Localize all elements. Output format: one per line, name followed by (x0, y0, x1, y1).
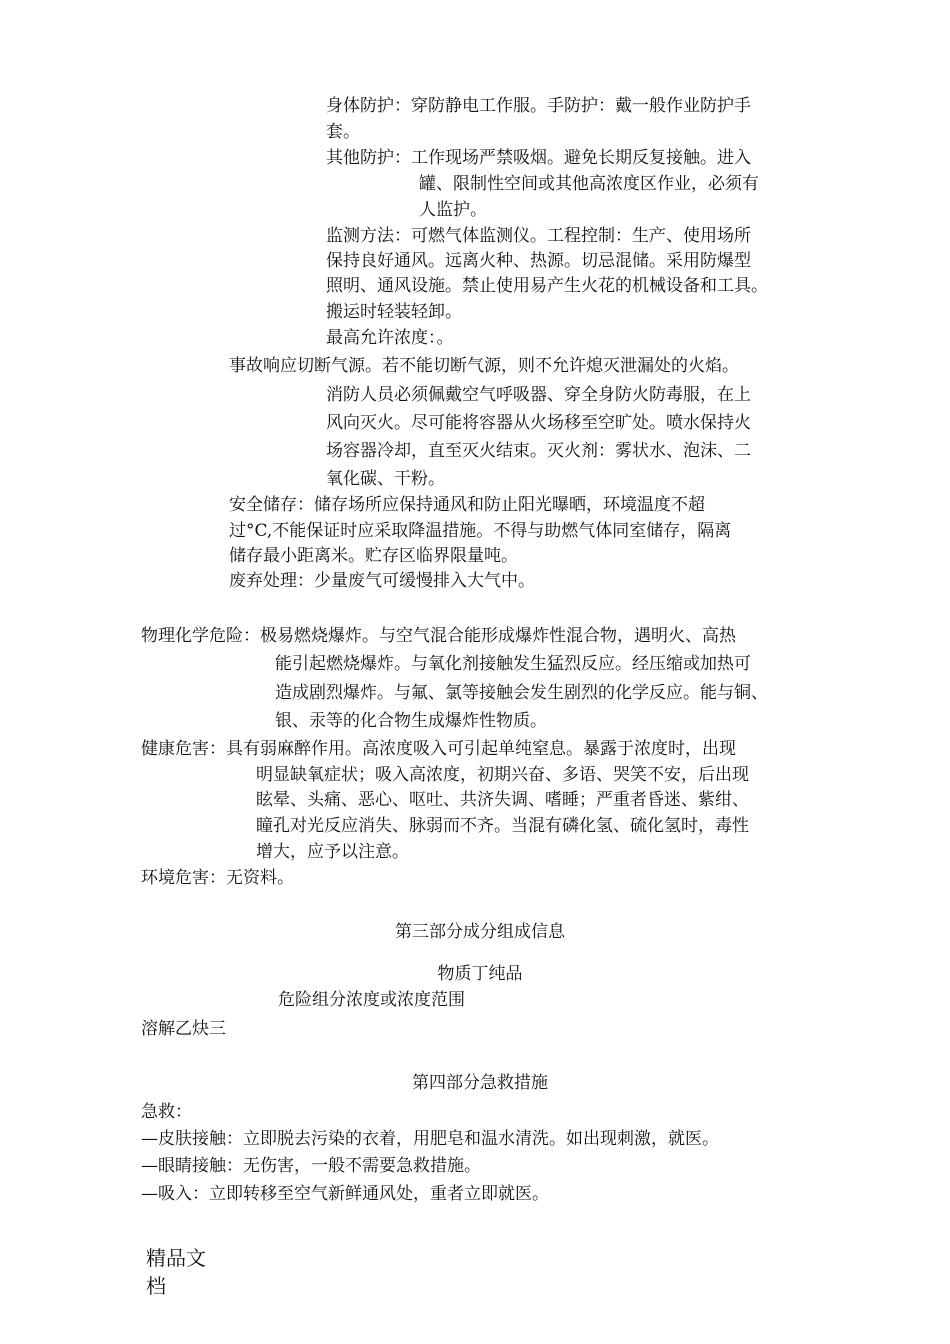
footer-line: 精品文 (146, 1246, 206, 1270)
physical-hazard-line: 银、汞等的化合物生成爆炸性物质。 (275, 711, 547, 731)
body-protection-line: 套。 (326, 122, 360, 142)
health-hazard-line: 眩晕、头痛、恶心、呕吐、共济失调、嗜睡；严重者昏迷、紫绀、 (256, 790, 749, 810)
monitoring-line: 监测方法：可燃气体监测仪。工程控制：生产、使用场所 (326, 226, 751, 246)
health-hazard-line: 健康危害：具有弱麻醉作用。高浓度吸入可引起单纯窒息。暴露于浓度时，出现 (141, 739, 736, 759)
other-protection-line: 罐、限制性空间或其他高浓度区作业，必须有 (419, 174, 759, 194)
physical-hazard-line: 物理化学危险：极易燃烧爆炸。与空气混合能形成爆炸性混合物，遇明火、高热 (141, 626, 736, 646)
monitoring-line: 搬运时轻装轻卸。 (326, 302, 462, 322)
accident-response-line: 消防人员必须佩戴空气呼吸器、穿全身防火防毒服，在上 (326, 385, 751, 405)
part3-title: 第三部分成分组成信息 (395, 922, 565, 942)
physical-hazard-line: 造成剧烈爆炸。与氟、氯等接触会发生剧烈的化学反应。能与铜、 (275, 683, 768, 703)
storage-line: 过°C,不能保证时应采取降温措施。不得与助燃气体同室储存，隔离 (229, 521, 732, 541)
part4-title: 第四部分急救措施 (412, 1073, 548, 1093)
body-protection-line: 身体防护：穿防静电工作服。手防护：戴一般作业防护手 (326, 96, 751, 116)
part3-table-header: 危险组分浓度或浓度范围 (278, 990, 465, 1010)
other-protection-line: 其他防护：工作现场严禁吸烟。避免长期反复接触。进入 (326, 148, 751, 168)
first-aid-item: —眼睛接触：无伤害，一般不需要急救措施。 (141, 1156, 481, 1176)
part3-table-row: 溶解乙炔三 (141, 1019, 226, 1039)
footer-line: 档 (146, 1274, 166, 1298)
storage-line: 储存最小距离米。贮存区临界限量吨。 (229, 546, 518, 566)
accident-response-line: 场容器冷却，直至灭火结束。灭火剂：雾状水、泡沫、二 (326, 441, 751, 461)
disposal-text: 废弃处理：少量废气可缓慢排入大气中。 (229, 571, 535, 591)
health-hazard-line: 增大，应予以注意。 (256, 842, 409, 862)
first-aid-item: —吸入：立即转移至空气新鲜通风处，重者立即就医。 (141, 1184, 549, 1204)
accident-response-line: 风向灭火。尽可能将容器从火场移至空旷处。喷水保持火 (326, 413, 751, 433)
health-hazard-line: 明显缺氧症状；吸入高浓度，初期兴奋、多语、哭笑不安，后出现 (256, 765, 749, 785)
part3-substance: 物质丁纯品 (437, 964, 523, 984)
first-aid-label: 急救： (141, 1102, 192, 1122)
max-concentration: 最高允许浓度：。 (326, 328, 454, 348)
storage-line: 安全储存：储存场所应保持通风和防止阳光曝晒，环境温度不超 (229, 495, 705, 515)
health-hazard-line: 瞳孔对光反应消失、脉弱而不齐。当混有磷化氢、硫化氢时，毒性 (256, 816, 749, 836)
physical-hazard-line: 能引起燃烧爆炸。与氧化剂接触发生猛烈反应。经压缩或加热可 (275, 654, 751, 674)
accident-response-line: 事故响应切断气源。若不能切断气源，则不允许熄灭泄漏处的火焰。 (229, 356, 739, 376)
accident-response-line: 氧化碳、干粉。 (326, 469, 445, 489)
environment-hazard: 环境危害：无资料。 (141, 868, 294, 888)
first-aid-item: —皮肤接触：立即脱去污染的衣着，用肥皂和温水清洗。如出现刺激，就医。 (141, 1129, 719, 1149)
monitoring-line: 保持良好通风。远离火种、热源。切忌混储。采用防爆型 (326, 251, 751, 271)
other-protection-line: 人监护。 (419, 200, 487, 220)
monitoring-line: 照明、通风设施。禁止使用易产生火花的机械设备和工具。 (326, 276, 768, 296)
